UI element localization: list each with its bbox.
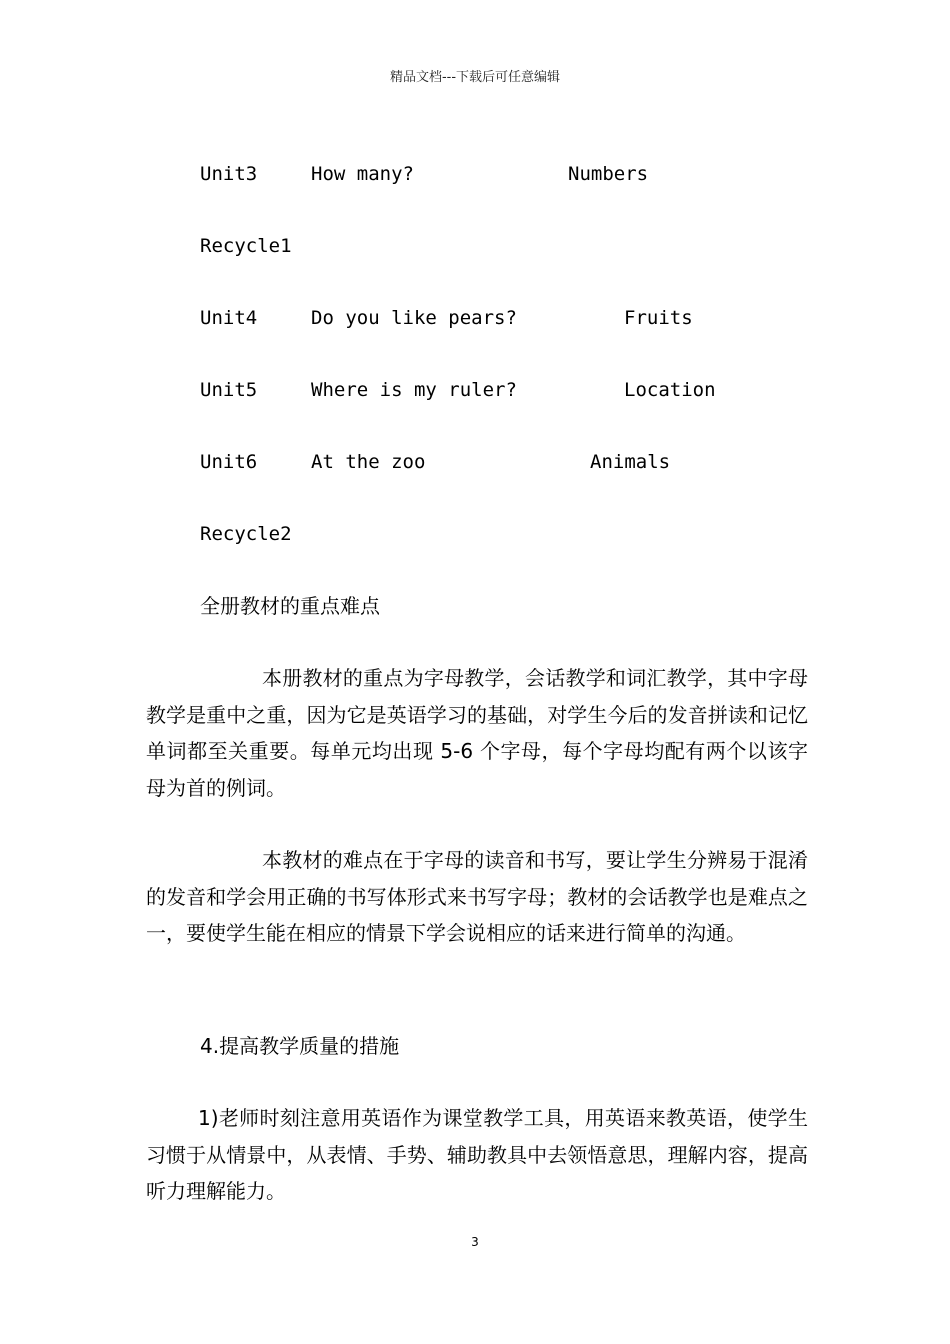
unit-row-recycle2 (0, 520, 950, 548)
key-points-paragraph: 本册教材的重点为字母教学，会话教学和词汇教学，其中字母教学是重中之重，因为它是英语学习的基础，对学生今后的发音拼读和记忆单词都至关重要。每单元均出现 5-6 个字母，每个字母均配有两个以该字母为首的例词。 (146, 666, 808, 800)
unit-topic: Numbers (568, 163, 649, 185)
unit-title: How many? (311, 163, 414, 185)
unit-row-unit3 (0, 160, 950, 188)
page-number: 3 (471, 1235, 479, 1249)
unit-topic: Animals (590, 451, 671, 473)
unit-label: Unit6 (200, 451, 258, 473)
section-title: 全册教材的重点难点 (200, 594, 380, 618)
unit-title: Where is my ruler? (311, 379, 517, 401)
unit-label: Recycle2 (200, 523, 292, 545)
difficult-points-paragraph: 本教材的难点在于字母的读音和书写，要让学生分辨易于混淆的发音和学会用正确的书写体形式来书写字母；教材的会话教学也是难点之一，要使学生能在相应的情景下学会说相应的话来进行简单的沟通。 (146, 848, 808, 945)
unit-label: Unit4 (200, 307, 258, 329)
unit-label: Unit5 (200, 379, 258, 401)
unit-topic: Fruits (624, 307, 693, 329)
unit-row-unit4 (0, 304, 950, 332)
page-header: 精品文档---下载后可任意编辑 (389, 70, 561, 85)
unit-label: Recycle1 (200, 235, 292, 257)
unit-topic: Location (624, 379, 716, 401)
measure-1-paragraph: 1)老师时刻注意用英语作为课堂教学工具，用英语来教英语，使学生习惯于从情景中，从表情、手势、辅助教具中去领悟意思，理解内容，提高听力理解能力。 (146, 1106, 808, 1203)
unit-title: At the zoo (311, 451, 426, 473)
unit-row-unit6 (0, 448, 950, 476)
unit-row-recycle1 (0, 232, 950, 260)
unit-title: Do you like pears? (311, 307, 517, 329)
unit-row-unit5 (0, 376, 950, 404)
unit-label: Unit3 (200, 163, 258, 185)
section4-title: 4.提高教学质量的措施 (200, 1034, 400, 1058)
